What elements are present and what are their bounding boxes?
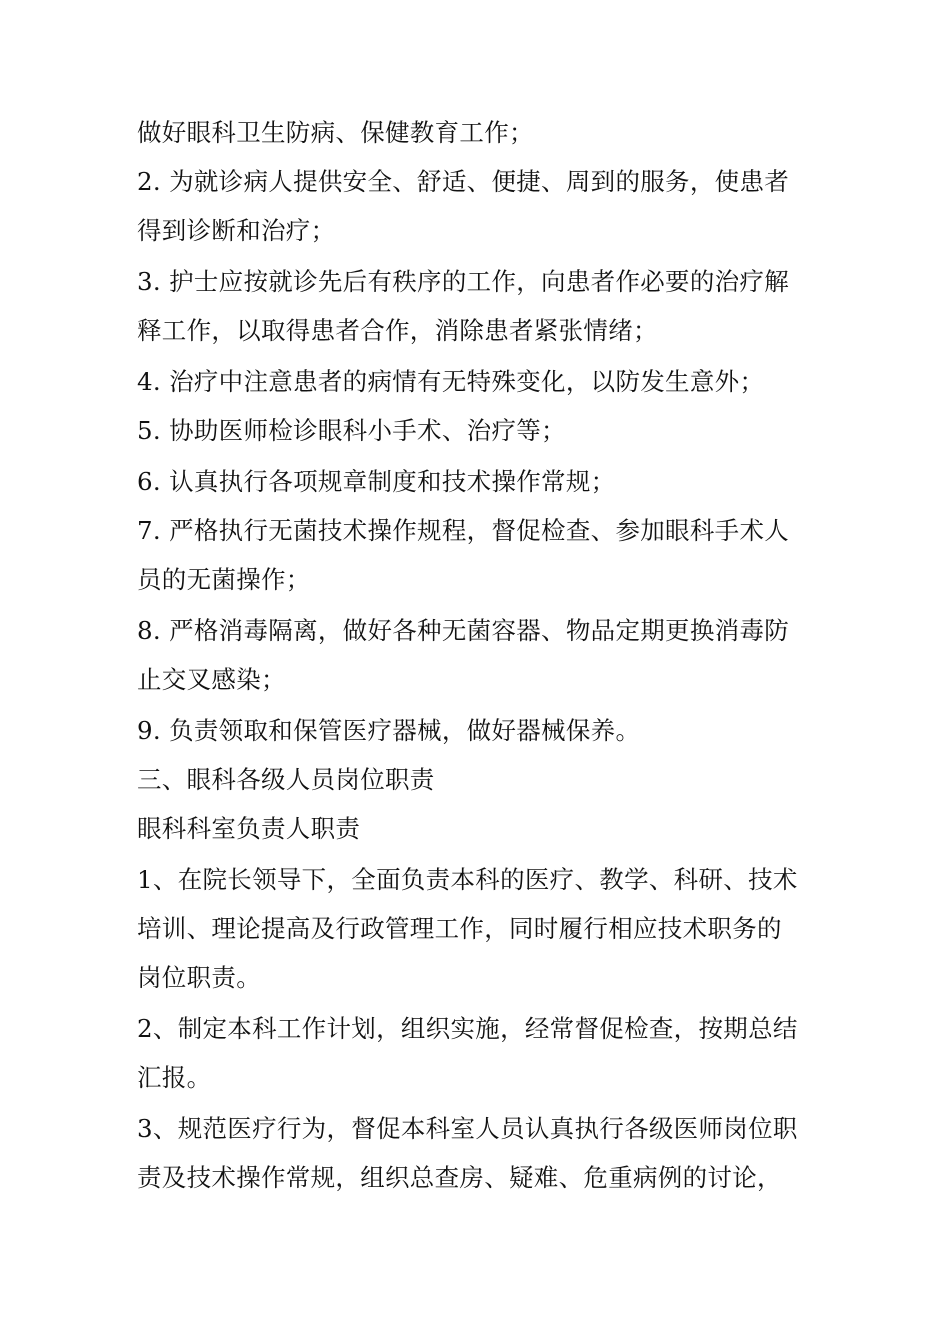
subsection-heading: 眼科科室负责人职责: [137, 814, 361, 843]
text-line-9: 7. 严格执行无菌技术操作规程，督促检查、参加眼科手术人: [137, 516, 790, 545]
text-line-11: 8. 严格消毒隔离，做好各种无菌容器、物品定期更换消毒防: [137, 616, 790, 645]
text-line-1: 做好眼科卫生防病、保健教育工作；: [137, 118, 534, 147]
text-line-16: 1、在院长领导下，全面负责本科的医疗、教学、科研、技术: [137, 865, 798, 894]
text-line-17: 培训、理论提高及行政管理工作，同时履行相应技术职务的: [137, 914, 782, 943]
section-heading: 三、眼科各级人员岗位职责: [137, 765, 435, 794]
text-line-10: 员的无菌操作；: [137, 565, 311, 594]
text-line-12: 止交叉感染；: [137, 665, 286, 694]
text-line-4: 3. 护士应按就诊先后有秩序的工作，向患者作必要的治疗解: [137, 267, 790, 296]
text-line-21: 3、规范医疗行为，督促本科室人员认真执行各级医师岗位职: [137, 1114, 798, 1143]
text-line-22: 责及技术操作常规，组织总查房、疑难、危重病例的讨论，: [137, 1163, 782, 1192]
text-line-18: 岗位职责。: [137, 963, 261, 992]
text-line-13: 9. 负责领取和保管医疗器械，做好器械保养。: [137, 716, 641, 745]
text-line-5: 释工作，以取得患者合作，消除患者紧张情绪；: [137, 316, 658, 345]
text-line-2: 2. 为就诊病人提供安全、舒适、便捷、周到的服务，使患者: [137, 167, 790, 196]
text-line-3: 得到诊断和治疗；: [137, 216, 336, 245]
text-line-6: 4. 治疗中注意患者的病情有无特殊变化，以防发生意外；: [137, 367, 765, 396]
text-line-20: 汇报。: [137, 1063, 212, 1092]
text-line-8: 6. 认真执行各项规章制度和技术操作常规；: [137, 467, 616, 496]
text-line-7: 5. 协助医师检诊眼科小手术、治疗等；: [137, 416, 566, 445]
text-line-19: 2、制定本科工作计划，组织实施，经常督促检查，按期总结: [137, 1014, 798, 1043]
